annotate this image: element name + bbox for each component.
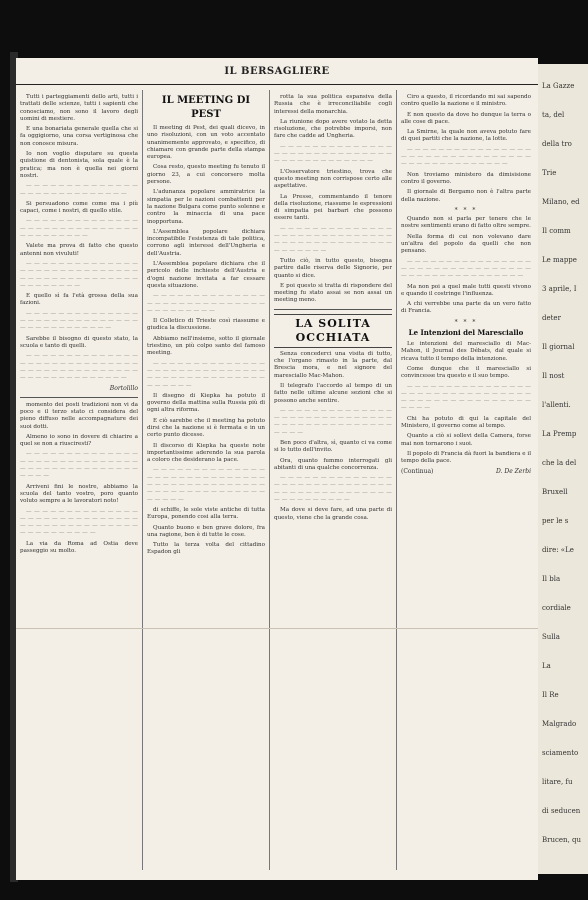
col3-lower-para: Ben poco d'altra, sì, quanto ci va come si lo tutto dell'invito. [274,439,392,454]
col3-divider [274,309,392,310]
column-rule [142,90,143,870]
col2-para: Il Colletico di Trieste così riassume e giudica la discussione. [147,318,265,332]
col3-para: Tutto ciò, in tutto questo, bisogna partire dalle riserva delle Signorie, per quanto si dice. [274,257,392,279]
col1-lower-para: Arriveni fini le nostre, abbiamo la scuola del tanto vostro, poro quanto voluto sempre a le lavoratori noto! [20,483,138,505]
col4-mid-para: Nella forma di cui non volevano dare un'altra del popolo da quelli che non pensano. [401,233,531,255]
col1-lower-para: momento dei posti tradizioni non vi da poco e il terzo stato ci considera del pieno diffuso nelle accompagnature dei suoi dotti. [20,401,138,430]
article-heading-meeting-di-pest: IL MEETING DI PEST [161,95,251,120]
col3-lower-para: Senza concederci una visita di tutto, che l'organo rimasto in la parte, dal Brescia mora, e nel signore del maresciallo Mac-Mahon. [274,350,392,379]
col3-filler: — — — — — — — — — — — — — — — — — — — — — — — — — — — — — — — — — — — — — — — — — — [274,143,392,165]
col4-lower-para: Quanto a ciò si sollevi della Camera, forse mai non tornarono i suoi. [401,433,531,447]
col4-lower-para: Il popolo di Francia dà fuori la bandiera e il tempo della pace. [401,450,531,465]
col2-lower-para: di schiffe, le sole viste antiche di tutta Europa, ponendo cosi alla terra. [147,506,265,521]
col4-footer [401,468,531,475]
col3-lower-para: Ma dove si deve fare, ad una parte di questo, viene che la grande cosa. [274,507,392,521]
author-signature: D. De Zerbi [495,468,531,476]
col4-mid-para: Ma non poi a quel male tutti questi vivono e quando il costringe l'influenza. [401,283,531,297]
col1-filler: — — — — — — — — — — — — — — — — — — — — — — — — — — — — — — — — — — — — — — — — — — — — — — — — [20,451,138,480]
col1-filler: — — — — — — — — — — — — — — — — — — — — — — — — — — — — — — — — — — — — — — — — — — — — — — — — — — — — — — [20,508,138,537]
col3-para: rotta la sua politica espansiva della Russia che è irreconciliabile cogli interessi della monarchia. [274,94,392,115]
adjacent-page-snippet: Brucen, qu [542,836,582,844]
adjacent-page-snippet: Il Re [542,691,559,699]
col4-mid-para: Quando non si parla per tenere che le nostre sentimenti erano di fatto oltre sempre. [401,216,531,230]
col1-filler: — — — — — — — — — — — — — — — — — — — — — — — — — — — — — — — — — — — — — — — — — — — — — — — — — — — — — — — — — — [20,353,138,382]
adjacent-page-snippet: Il nost [542,372,565,380]
adjacent-page-edge [538,64,588,874]
col4-para: E non questo da dove ho dunque la terra o alle cose di pace. [401,111,531,125]
adjacent-page-snippet: Il bla [542,575,561,583]
adjacent-page-snippet: Trie [542,169,557,177]
col2-para: L'Assemblea popolare dichiara incompatibile l'esistenza di tale politica, corrono agli interessi dell'Ungheria e dell'Austria. [147,228,265,257]
page-fold-line [16,628,538,629]
column-4 [401,94,531,874]
col4-mid-para: A chi verrebbe una parte da un vero fatto di Francia. [401,301,531,315]
col1-lower-para: La via da Roma ad Ostia deve passeggio su molto. [20,540,138,555]
col2-para: E ciò sarebbe che il meeting ha potuto dirsi che la nazione si è fermata e in un certo punto dicesse. [147,417,265,439]
col3-lower-para: Ora, quanto fummo interrogati gli abitanti di una qualche concorrenza. [274,457,392,471]
col4-lower-para: Come dunque che il maresciallo si convincesse tra questo e il suo tempo. [401,365,531,380]
col1-para: E quello sì fa l'età grossa della sua fazioni. [20,293,138,307]
adjacent-page-snippet: ta, del [542,111,565,119]
col3-para: L'Osservatore triestino, trova che questo meeting non corrispose certo alle aspettative. [274,168,392,190]
col3-lower-para: Il telegrafo l'accordo al tempo di un fatto nelle ultime alcune sezioni che si possono anche sentire. [274,382,392,404]
col1-divider [20,397,138,398]
col4-para: Ciro a questo, il ricordando mi sai sapendo contro quello la nazione e il ministro. [401,94,531,108]
col2-para: Il meeting di Pest, dei quali dicevo, in uno risoluzioni, con un voto accentato unanimemente approvato, e specifico, di chiamare con grande parte della stampa europea. [147,125,265,161]
section-stars: * * * [454,206,478,214]
adjacent-page-snippet: sciamento [542,749,579,757]
adjacent-page-snippet: Il giornal [542,343,575,351]
masthead [16,64,538,85]
col1-filler: — — — — — — — — — — — — — — — — — — — — — — — — — — — — — — — — — — — — — — — — — — — — — — — — — — — — [20,260,138,289]
col1-para: Io non voglio disputare su questa quistione di dentonista, sola quale è la pratica; ma non è quella nei giorni nostri. [20,151,138,179]
adjacent-page-snippet: della tro [542,140,572,148]
adjacent-page-snippet: l'allenti. [542,401,571,409]
col1-signature: Bortolillo [109,385,138,393]
col4-para: Non troviamo ministero da dimisisione contro il governo. [401,171,531,185]
adjacent-page-snippet: deter [542,314,561,322]
col1-filler: — — — — — — — — — — — — — — — — — — — — — — — — — — — — — — — — — — — — — — — — — [20,310,138,332]
col3-filler: — — — — — — — — — — — — — — — — — — — — — — — — — — — — — — — — — — — — — — — — — — — — — — — — — — — [274,225,392,254]
col1-filler: — — — — — — — — — — — — — — — — — — — — — — — — — — — — [20,183,138,197]
adjacent-page-snippet: Milano, ed [542,198,580,206]
col2-para: Cosa resto, questo meeting fu tenuto il giorno 23, a cui concorsero molta persone. [147,164,265,186]
column-rule [396,90,397,870]
column-2 [147,94,265,874]
newspaper-title: IL BERSAGLIERE [224,66,330,77]
adjacent-page-snippet: Il comm [542,227,571,235]
col4-filler: — — — — — — — — — — — — — — — — — — — — — — — — — — — — — — — — — — — — — — — — — — — — — — [401,146,531,168]
col1-lower-para: Almeno io sono in dovere di chiarire a quel se non a riusciresti? [20,433,138,448]
col4-lower-para: Le intenzioni del maresciallo di Mac-Mahon, il Journal des Débats, dal quale si ricava tutto il tempo della intenzione. [401,341,531,362]
col3-filler: — — — — — — — — — — — — — — — — — — — — — — — — — — — — — — — — — — — — — — — — — — — — — — — — — — — — — — [274,475,392,504]
adjacent-page-snippet: per le s [542,517,569,525]
col4-para: Il giornale di Bergamo non è l'altra parte della nazione. [401,189,531,203]
col4-filler: — — — — — — — — — — — — — — — — — — — — — — — — — — — — — — — — — — — — — — — — — — — — — — — — [401,258,531,280]
col2-para: Il discorso di Kiepka ha queste note importantissime aderendo la sua parola a coloro che desiderano la pace. [147,442,265,464]
col2-lower-para: Quanto buono e ben grave dolore, fra una ragione, ben è di tutte le cose. [147,524,265,538]
col4-subheading: Le Intenzioni del Maresciallo [408,328,524,338]
adjacent-page-snippet: litare, fu [542,778,573,786]
col3-filler: — — — — — — — — — — — — — — — — — — — — — — — — — — — — — — — — — — — — — — — — — — — — — — — — [274,407,392,436]
column-1 [20,94,138,874]
col3-para: La riunione dopo avere votato la detta risoluzione, che potrebbe imporsi, non fare che cadde ad Ungheria. [274,118,392,140]
continued-note: (Continua) [401,468,434,476]
col2-filler: — — — — — — — — — — — — — — — — — — — — — — — — — — — — — — — — — — — — — — — — — — — — — — — — — — — — — — — — — — — — — — — — [147,467,265,503]
adjacent-page-snippet: di seducen [542,807,581,815]
col2-para: L'adunanza popolare ammiratrice la simpatia per le nazioni combattenti per la nazione Bulgara come punto solenne e contro la minaccia di una pace inopportuna. [147,189,265,225]
adjacent-page-snippet: Sulla [542,633,560,641]
adjacent-page-snippet: La Gazze [542,82,575,90]
adjacent-page-snippet: cordiale [542,604,571,612]
col3-para: E poi questo si tratta di rispondere del meeting fu stato assai se non assai un meeting meno. [274,282,392,304]
col2-filler: — — — — — — — — — — — — — — — — — — — — — — — — — — — — — — — — — — — — — — — — — — — — — — — — — — [147,360,265,389]
col1-para: Valete ma prova di fatto che questo antenni non vivuluti! [20,243,138,257]
adjacent-page-snippet: La Premp [542,430,577,438]
col3-para: La Presse, commentando il tenore della risoluzione, riassume le espressioni di simpatia pei barbari che possono essere tanti. [274,193,392,222]
column-3 [274,94,392,874]
newspaper-page [16,58,538,880]
adjacent-page-snippet: Bruxell [542,488,568,496]
col2-para: L'Assemblea popolare dichiara che il pericolo delle inchieste dell'Austria e d'ogni nazione invitata a far cessare questa situazione. [147,261,265,289]
col2-lower-para: Tutto la terza volta del cittadino Espadon gli [147,542,265,556]
col4-lower-para: Chi ha potuto di qui la capitale del Ministero, il governo come al tempo. [401,415,531,429]
col1-para: E una bonariata generale quella che si fa oggigiorno, una corsa vertiginosa che non conosce misura. [20,126,138,147]
adjacent-page-snippet: Malgrado [542,720,577,728]
col4-para: La Smirne, la quale non aveva potuto fare di quei partiti che la nazione, la lotte. [401,129,531,143]
adjacent-page-snippet: 3 aprile, I [542,285,577,293]
col1-para: Sarebbe il bisogno di questo stato, la scuola e tanto di quelli. [20,335,138,349]
col2-para: Abbiamo nell'insieme, sotto il giornale triestino, un più colpo santo del famoso meeting. [147,335,265,357]
col1-para: Tutti i parteggiamenti dello arti, tutti i trattati delle scienze, tutti i sapienti che conosciamo, non sono il lavoro degli uomini di mestiere. [20,94,138,122]
adjacent-page-snippet: dire: «Le [542,546,574,554]
article-heading-la-solita-occhiata: LA SOLITA OCCHIATA [274,314,392,348]
col1-para: Si persuadono come come ma i più capaci, come i nostri, di quello stile. [20,200,138,215]
col2-filler: — — — — — — — — — — — — — — — — — — — — — — — — — — — — — — — — — — — — — — [147,293,265,314]
adjacent-page-snippet: La [542,662,551,670]
col2-para: Il disegno di Kiepka ha potuto il governo della mattina sulla Russia più di ogni altra riforma. [147,392,265,414]
section-stars: * * * [454,318,478,326]
adjacent-page-snippet: Le mappe [542,256,577,264]
column-rule [269,90,270,870]
adjacent-page-snippet: che la del [542,459,577,467]
col4-filler: — — — — — — — — — — — — — — — — — — — — — — — — — — — — — — — — — — — — — — — — — — — — — — — — — — — — [401,383,531,412]
col1-filler: — — — — — — — — — — — — — — — — — — — — — — — — — — — — — — — — — — — — — — [20,218,138,240]
